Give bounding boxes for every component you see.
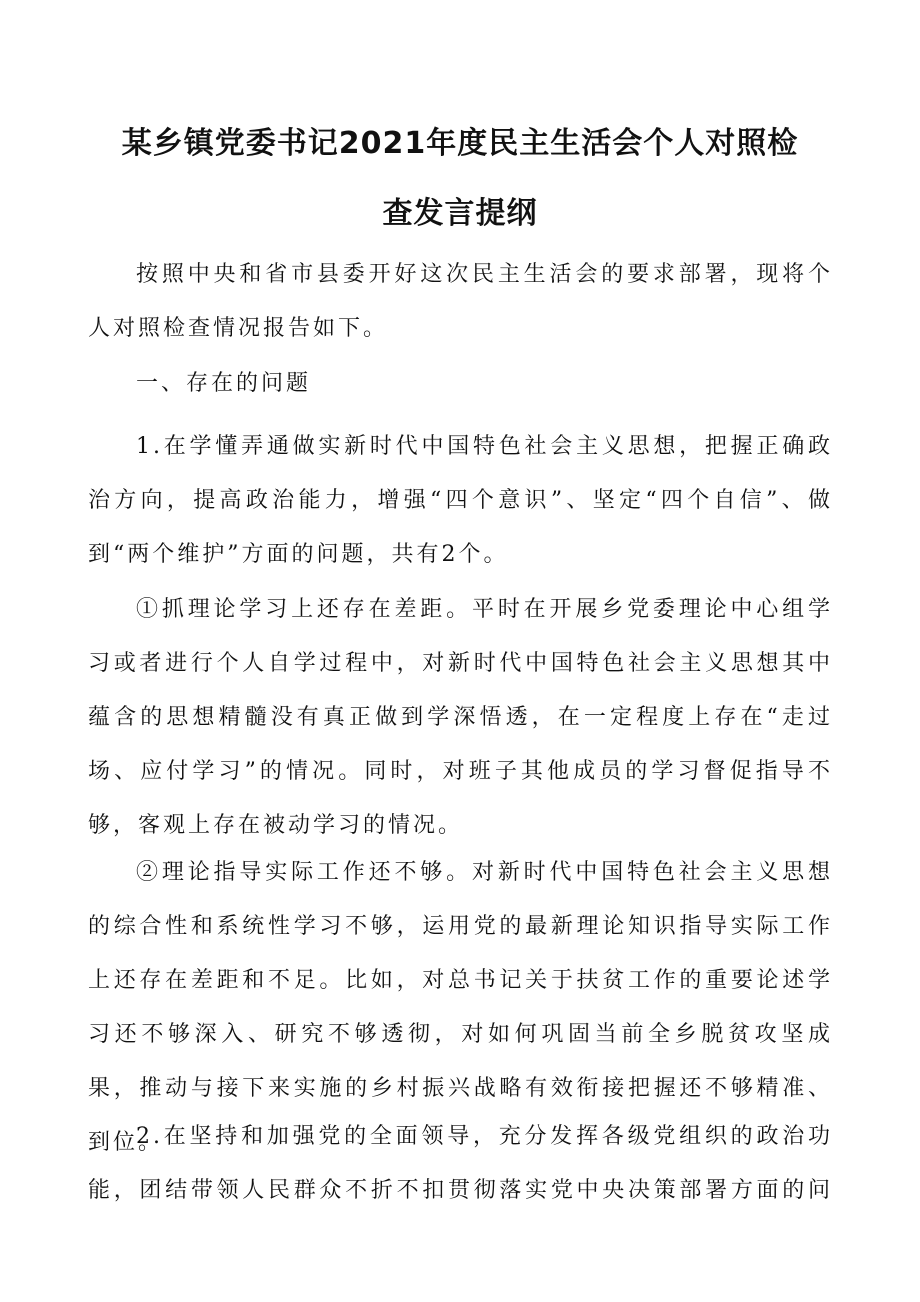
- page-bottom-margin: [0, 1230, 920, 1302]
- document-title-line-1: 某乡镇党委书记2021年度民主生活会个人对照检: [121, 126, 799, 161]
- document-title-line-2: 查发言提纲: [382, 196, 538, 231]
- section-heading-problems: 一、存在的问题: [136, 371, 312, 396]
- issue-1-paragraph: 1.在学懂弄通做实新时代中国特色社会主义思想，把握正确政治方向，提高政治能力，增强“四个意识”、坚定“四个自信”、做到“两个维护”方面的问题，共有2个。: [88, 434, 833, 567]
- issue-2-paragraph: 2.在坚持和加强党的全面领导，充分发挥各级党组织的政治功能，团结带领人民群众不折不扣贯彻落实党中央决策部署方面的问: [88, 1124, 833, 1203]
- issue-1-point-2-paragraph: ②理论指导实际工作还不够。对新时代中国特色社会主义思想的综合性和系统性学习不够，运用党的最新理论知识指导实际工作上还存在差距和不足。比如，对总书记关于扶贫工作的重要论述学习还不够深入、研究不够透彻，对如何巩固当前全乡脱贫攻坚成果，推动与接下来实施的乡村振兴战略有效衔接把握还不够精准、到位。: [88, 860, 833, 1155]
- issue-1-point-1-paragraph: ①抓理论学习上还存在差距。平时在开展乡党委理论中心组学习或者进行个人自学过程中，对新时代中国特色社会主义思想其中蕴含的思想精髓没有真正做到学深悟透，在一定程度上存在“走过场、应付学习”的情况。同时，对班子其他成员的学习督促指导不够，客观上存在被动学习的情况。: [88, 597, 833, 838]
- intro-paragraph: 按照中央和省市县委开好这次民主生活会的要求部署，现将个人对照检查情况报告如下。: [88, 262, 833, 341]
